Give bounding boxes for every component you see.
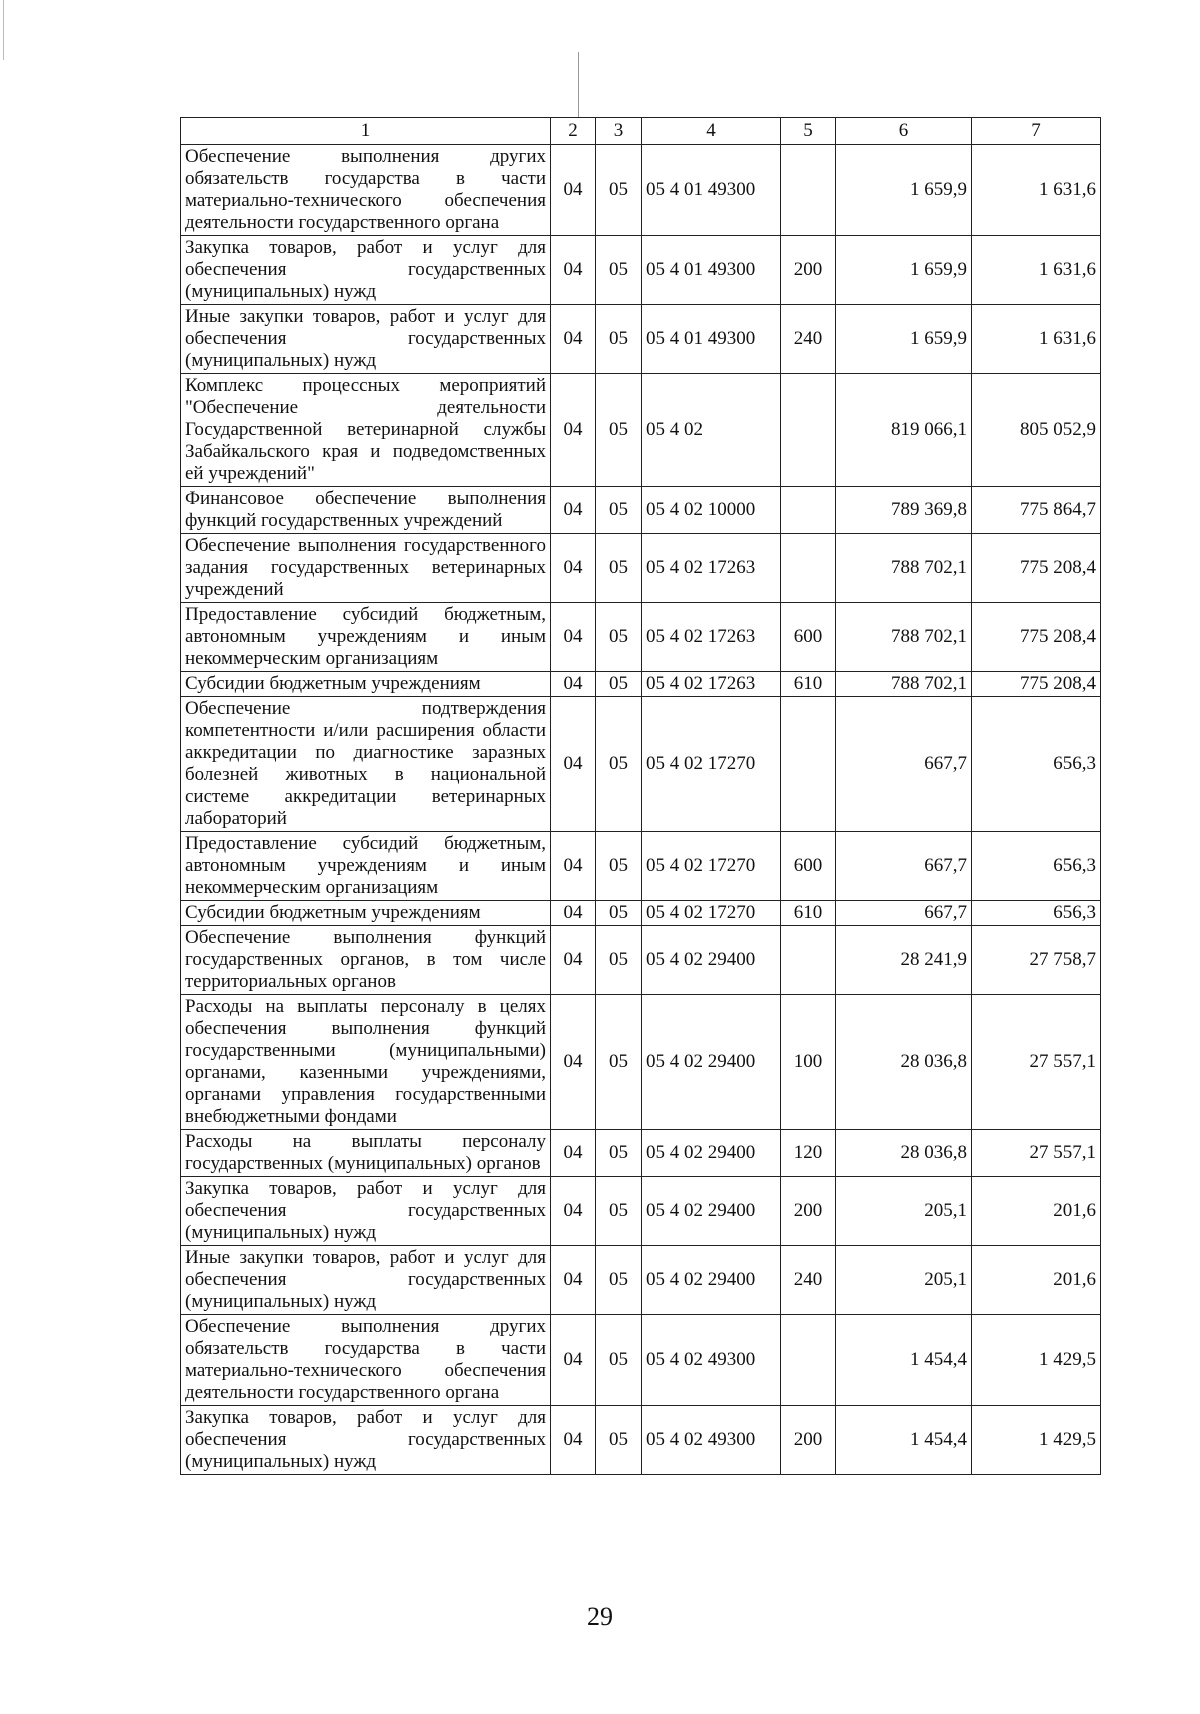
- row-amount-year1: 667,7: [836, 832, 972, 901]
- row-section: 04: [551, 672, 596, 697]
- row-expense-type: 240: [781, 1246, 836, 1315]
- row-subsection: 05: [596, 901, 642, 926]
- row-section: 04: [551, 901, 596, 926]
- row-name: Закупка товаров, работ и услуг для обеспечения государственных (муниципальных) нужд: [181, 236, 551, 305]
- row-name: Обеспечение подтверждения компетентности и/или расширения области аккредитации по диагностике заразных болезней животных в национальной системе аккредитации ветеринарных лабораторий: [181, 697, 551, 832]
- row-target-code: 05 4 02 49300: [642, 1315, 781, 1406]
- row-amount-year1: 667,7: [836, 697, 972, 832]
- row-amount-year2: 775 208,4: [972, 534, 1101, 603]
- row-target-code: 05 4 02 17270: [642, 697, 781, 832]
- row-target-code: 05 4 02 29400: [642, 1130, 781, 1177]
- row-name: Иные закупки товаров, работ и услуг для обеспечения государственных (муниципальных) нужд: [181, 1246, 551, 1315]
- row-section: 04: [551, 487, 596, 534]
- header-cell-4: 4: [642, 118, 781, 145]
- row-name: Расходы на выплаты персоналу государственных (муниципальных) органов: [181, 1130, 551, 1177]
- table-row: [181, 1130, 1101, 1177]
- row-subsection: 05: [596, 1315, 642, 1406]
- row-target-code: 05 4 01 49300: [642, 236, 781, 305]
- row-subsection: 05: [596, 995, 642, 1130]
- row-section: 04: [551, 697, 596, 832]
- row-section: 04: [551, 1246, 596, 1315]
- page-number: 29: [587, 1602, 613, 1631]
- table-row: [181, 1406, 1101, 1475]
- table-header-row: [181, 118, 1101, 145]
- row-amount-year1: 205,1: [836, 1246, 972, 1315]
- header-cell-2: 2: [551, 118, 596, 145]
- row-amount-year1: 789 369,8: [836, 487, 972, 534]
- row-section: 04: [551, 236, 596, 305]
- row-amount-year1: 1 659,9: [836, 236, 972, 305]
- header-cell-3: 3: [596, 118, 642, 145]
- row-subsection: 05: [596, 832, 642, 901]
- row-expense-type: [781, 145, 836, 236]
- row-amount-year2: 656,3: [972, 832, 1101, 901]
- row-amount-year2: 805 052,9: [972, 374, 1101, 487]
- row-target-code: 05 4 02 17263: [642, 534, 781, 603]
- header-cell-5: 5: [781, 118, 836, 145]
- scan-fold-line: [578, 52, 579, 118]
- row-section: 04: [551, 305, 596, 374]
- row-target-code: 05 4 02 17270: [642, 901, 781, 926]
- row-subsection: 05: [596, 487, 642, 534]
- row-target-code: 05 4 01 49300: [642, 305, 781, 374]
- row-amount-year2: 1 631,6: [972, 305, 1101, 374]
- row-expense-type: [781, 926, 836, 995]
- table-row: [181, 145, 1101, 236]
- row-name: Субсидии бюджетным учреждениям: [181, 901, 551, 926]
- row-expense-type: 610: [781, 672, 836, 697]
- row-subsection: 05: [596, 1246, 642, 1315]
- row-section: 04: [551, 926, 596, 995]
- budget-table: [180, 117, 1101, 1475]
- row-target-code: 05 4 02 29400: [642, 926, 781, 995]
- table-row: [181, 305, 1101, 374]
- row-amount-year2: 1 429,5: [972, 1406, 1101, 1475]
- row-target-code: 05 4 02 10000: [642, 487, 781, 534]
- row-subsection: 05: [596, 1406, 642, 1475]
- row-name: Предоставление субсидий бюджетным, автономным учреждениям и иным некоммерческим организациям: [181, 832, 551, 901]
- row-amount-year2: 1 429,5: [972, 1315, 1101, 1406]
- table-row: [181, 672, 1101, 697]
- row-subsection: 05: [596, 926, 642, 995]
- table-row: [181, 926, 1101, 995]
- row-amount-year1: 1 659,9: [836, 145, 972, 236]
- row-target-code: 05 4 02 29400: [642, 1246, 781, 1315]
- row-section: 04: [551, 995, 596, 1130]
- row-amount-year1: 205,1: [836, 1177, 972, 1246]
- row-expense-type: 240: [781, 305, 836, 374]
- row-amount-year2: 656,3: [972, 697, 1101, 832]
- row-section: 04: [551, 603, 596, 672]
- row-target-code: 05 4 02 29400: [642, 1177, 781, 1246]
- row-name: Закупка товаров, работ и услуг для обеспечения государственных (муниципальных) нужд: [181, 1177, 551, 1246]
- table-row: [181, 487, 1101, 534]
- row-expense-type: 610: [781, 901, 836, 926]
- row-section: 04: [551, 1315, 596, 1406]
- row-subsection: 05: [596, 672, 642, 697]
- row-target-code: 05 4 02: [642, 374, 781, 487]
- row-target-code: 05 4 02 17263: [642, 672, 781, 697]
- row-section: 04: [551, 534, 596, 603]
- row-expense-type: [781, 1315, 836, 1406]
- row-subsection: 05: [596, 1177, 642, 1246]
- table-row: [181, 374, 1101, 487]
- table-row: [181, 901, 1101, 926]
- row-expense-type: 200: [781, 1406, 836, 1475]
- row-amount-year2: 775 864,7: [972, 487, 1101, 534]
- row-expense-type: [781, 534, 836, 603]
- row-name: Обеспечение выполнения других обязательств государства в части материально-технического обеспечения деятельности государственного органа: [181, 1315, 551, 1406]
- row-name: Обеспечение выполнения государственного задания государственных ветеринарных учреждений: [181, 534, 551, 603]
- row-expense-type: 200: [781, 1177, 836, 1246]
- row-subsection: 05: [596, 236, 642, 305]
- row-amount-year1: 28 036,8: [836, 1130, 972, 1177]
- row-amount-year2: 27 758,7: [972, 926, 1101, 995]
- row-subsection: 05: [596, 534, 642, 603]
- row-amount-year1: 788 702,1: [836, 534, 972, 603]
- row-name: Расходы на выплаты персоналу в целях обеспечения выполнения функций государственными (муниципальными) органами, казенными учреждениями, органами управления государственными внебюджетными фондами: [181, 995, 551, 1130]
- row-amount-year2: 201,6: [972, 1177, 1101, 1246]
- row-amount-year2: 1 631,6: [972, 145, 1101, 236]
- row-amount-year2: 27 557,1: [972, 995, 1101, 1130]
- header-cell-1: 1: [181, 118, 551, 145]
- scan-edge-mark: [3, 0, 4, 60]
- row-section: 04: [551, 832, 596, 901]
- row-expense-type: [781, 374, 836, 487]
- row-expense-type: 100: [781, 995, 836, 1130]
- row-amount-year2: 1 631,6: [972, 236, 1101, 305]
- row-name: Предоставление субсидий бюджетным, автономным учреждениям и иным некоммерческим организациям: [181, 603, 551, 672]
- row-section: 04: [551, 1406, 596, 1475]
- row-amount-year1: 1 659,9: [836, 305, 972, 374]
- header-cell-7: 7: [972, 118, 1101, 145]
- row-target-code: 05 4 02 29400: [642, 995, 781, 1130]
- row-name: Финансовое обеспечение выполнения функций государственных учреждений: [181, 487, 551, 534]
- table-row: [181, 534, 1101, 603]
- row-expense-type: 120: [781, 1130, 836, 1177]
- row-section: 04: [551, 145, 596, 236]
- header-cell-6: 6: [836, 118, 972, 145]
- row-subsection: 05: [596, 697, 642, 832]
- row-subsection: 05: [596, 374, 642, 487]
- row-amount-year1: 28 241,9: [836, 926, 972, 995]
- table-row: [181, 995, 1101, 1130]
- row-expense-type: [781, 487, 836, 534]
- row-target-code: 05 4 02 17263: [642, 603, 781, 672]
- row-name: Обеспечение выполнения функций государственных органов, в том числе территориальных органов: [181, 926, 551, 995]
- row-expense-type: [781, 697, 836, 832]
- row-subsection: 05: [596, 305, 642, 374]
- row-amount-year1: 667,7: [836, 901, 972, 926]
- row-name: Субсидии бюджетным учреждениям: [181, 672, 551, 697]
- row-amount-year1: 1 454,4: [836, 1406, 972, 1475]
- row-amount-year2: 775 208,4: [972, 603, 1101, 672]
- row-target-code: 05 4 01 49300: [642, 145, 781, 236]
- row-amount-year1: 28 036,8: [836, 995, 972, 1130]
- row-amount-year2: 656,3: [972, 901, 1101, 926]
- row-section: 04: [551, 374, 596, 487]
- row-target-code: 05 4 02 17270: [642, 832, 781, 901]
- table-row: [181, 1177, 1101, 1246]
- row-section: 04: [551, 1130, 596, 1177]
- row-expense-type: 200: [781, 236, 836, 305]
- row-section: 04: [551, 1177, 596, 1246]
- row-subsection: 05: [596, 603, 642, 672]
- row-expense-type: 600: [781, 832, 836, 901]
- row-amount-year1: 788 702,1: [836, 672, 972, 697]
- table-row: [181, 1315, 1101, 1406]
- row-subsection: 05: [596, 1130, 642, 1177]
- row-target-code: 05 4 02 49300: [642, 1406, 781, 1475]
- row-amount-year1: 1 454,4: [836, 1315, 972, 1406]
- row-name: Иные закупки товаров, работ и услуг для обеспечения государственных (муниципальных) нужд: [181, 305, 551, 374]
- table-row: [181, 603, 1101, 672]
- table-row: [181, 832, 1101, 901]
- row-amount-year2: 775 208,4: [972, 672, 1101, 697]
- row-amount-year1: 788 702,1: [836, 603, 972, 672]
- row-name: Закупка товаров, работ и услуг для обеспечения государственных (муниципальных) нужд: [181, 1406, 551, 1475]
- table-row: [181, 1246, 1101, 1315]
- row-name: Комплекс процессных мероприятий "Обеспечение деятельности Государственной ветеринарной службы Забайкальского края и подведомственных ей учреждений": [181, 374, 551, 487]
- row-amount-year2: 201,6: [972, 1246, 1101, 1315]
- row-subsection: 05: [596, 145, 642, 236]
- table-row: [181, 236, 1101, 305]
- row-name: Обеспечение выполнения других обязательств государства в части материально-технического обеспечения деятельности государственного органа: [181, 145, 551, 236]
- row-amount-year2: 27 557,1: [972, 1130, 1101, 1177]
- row-expense-type: 600: [781, 603, 836, 672]
- table-row: [181, 697, 1101, 832]
- row-amount-year1: 819 066,1: [836, 374, 972, 487]
